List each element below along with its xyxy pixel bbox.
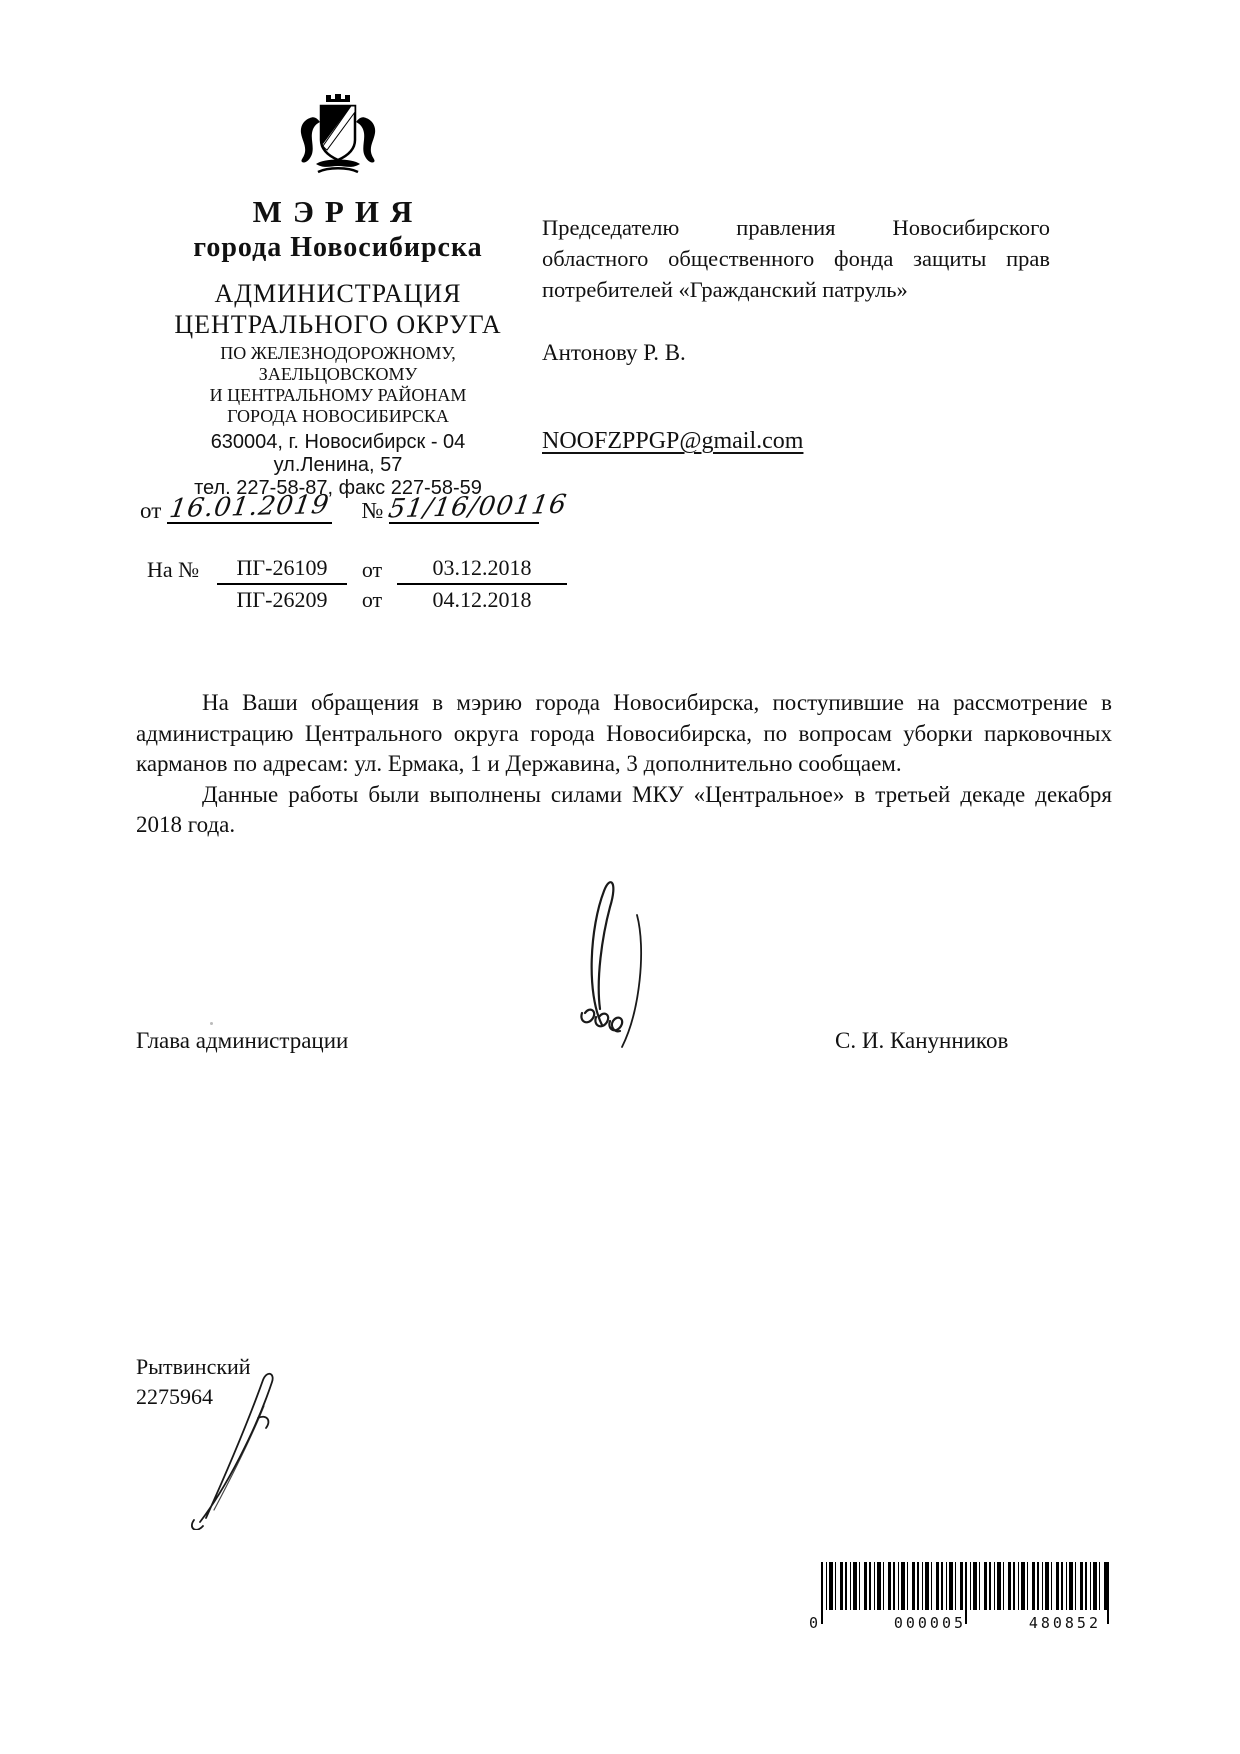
division-line2: ЦЕНТРАЛЬНОГО ОКРУГА (174, 310, 502, 339)
signature-kanunnikov (540, 875, 690, 1050)
ref-number-field (386, 489, 570, 525)
signature-rytvinsky (160, 1360, 320, 1530)
letterhead (128, 92, 548, 500)
postal-address-block (128, 431, 548, 500)
district-line2: ЗАЕЛЬЦОВСКОМУ (258, 364, 418, 384)
reply-number: ПГ-26209 (236, 587, 328, 612)
ref-from-label: от (140, 498, 162, 523)
district-line4: ГОРОДА НОВОСИБИРСКА (227, 406, 449, 426)
barcode-digit-group: 000005 (893, 1614, 967, 1632)
body-paragraph-1: На Ваши обращения в мэрию города Новосибирска, поступившие на рассмотрение в администрацию Центрального округа города Новосибирска, по вопросам уборки парковочных карманов по адресам: ул. Ермака, 1 и Державина, 3 дополнительно сообщаем. (136, 690, 1112, 776)
org-name-line2: города Новосибирска (193, 232, 483, 263)
ref-number-label: № (361, 498, 384, 523)
reply-row (147, 553, 627, 585)
ref-date-field (167, 489, 332, 525)
addressee-title: Председателю правления Новосибирского областного общественного фонда защиты прав потребителей «Гражданский патруль» (542, 215, 1050, 302)
handwritten-number: 51/16/00116 (386, 489, 570, 525)
reply-label: На № (147, 557, 200, 582)
reply-reference-block (147, 553, 627, 615)
executor-phone: 2275964 (136, 1384, 213, 1409)
signer-name: С. И. Канунников (835, 1028, 1009, 1053)
districts-block (128, 343, 548, 427)
addressee-email: NOOFZPPGP@gmail.com (542, 428, 804, 454)
barcode-digit-group: 480852 (1028, 1614, 1101, 1632)
addressee-block (542, 212, 1050, 457)
address-line3: тел. 227-58-87, факс 227-58-59 (194, 477, 482, 499)
novosibirsk-coat-of-arms-icon (288, 92, 388, 184)
district-line3: И ЦЕНТРАЛЬНОМУ РАЙОНАМ (209, 385, 467, 405)
org-name-line1: МЭРИЯ (252, 194, 424, 229)
address-line1: 630004, г. Новосибирск - 04 (210, 431, 466, 453)
reply-from-label: от (361, 557, 383, 582)
barcode-digit-group: 0 (809, 1614, 822, 1632)
reply-date: 03.12.2018 (397, 553, 567, 585)
outgoing-reference-line (140, 489, 570, 525)
district-line1: ПО ЖЕЛЕЗНОДОРОЖНОМУ, (220, 343, 456, 363)
registration-barcode (809, 1562, 1115, 1644)
handwritten-date: 16.01.2019 (167, 489, 332, 525)
reply-number: ПГ-26109 (217, 553, 347, 585)
letter-body (136, 688, 1112, 841)
body-paragraph-2: Данные работы были выполнены силами МКУ «Центральное» в третьей декаде декабря 2018 года. (136, 781, 1112, 837)
scan-speck (210, 1022, 213, 1025)
reply-date: 04.12.2018 (432, 587, 532, 612)
signer-position-title: Глава администрации (136, 1028, 349, 1053)
division-line1: АДМИНИСТРАЦИЯ (214, 279, 462, 308)
executor-name: Рытвинский (136, 1354, 251, 1379)
reply-from-label: от (361, 587, 383, 612)
address-line2: ул.Ленина, 57 (273, 454, 403, 476)
barcode-digits (809, 1614, 1115, 1632)
reply-row (147, 585, 627, 615)
addressee-name: Антонову Р. В. (542, 340, 686, 365)
